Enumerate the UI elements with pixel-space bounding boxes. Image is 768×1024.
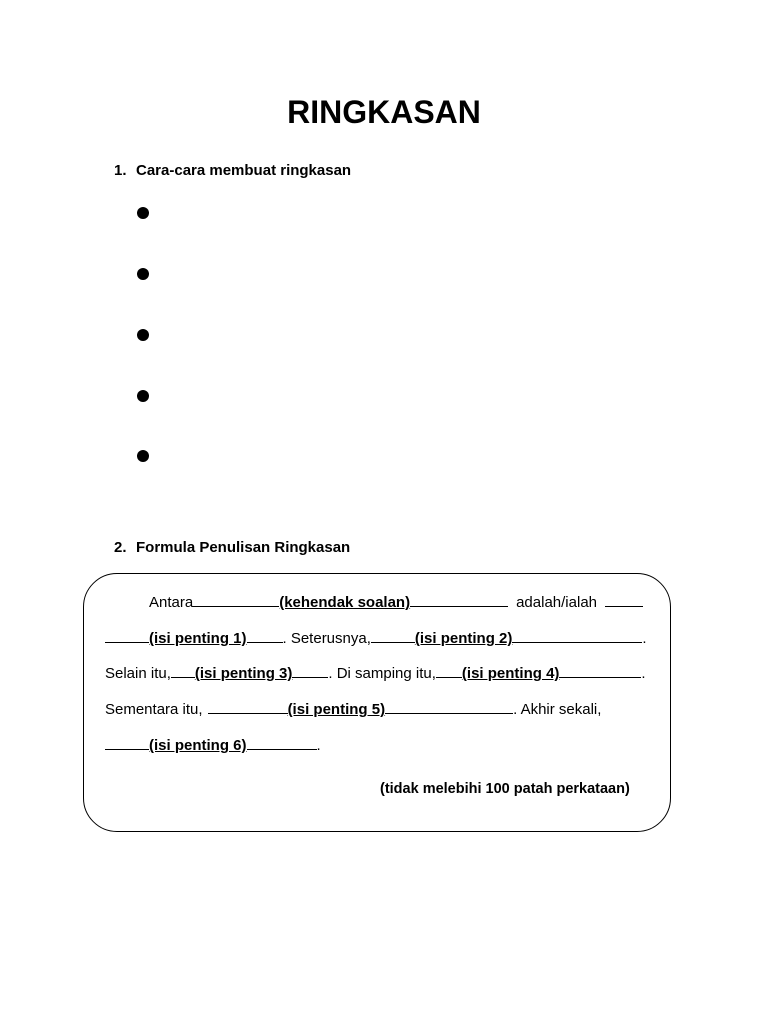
- formula-adalah: adalah/ialah: [516, 594, 597, 611]
- formula-isi-4: (isi penting 4): [461, 665, 560, 682]
- formula-line-1: [149, 590, 643, 613]
- formula-line-5: [105, 733, 321, 756]
- section-2-number: 2.: [114, 539, 127, 556]
- blank-line[interactable]: [193, 590, 279, 607]
- formula-isi-1: (isi penting 1): [149, 630, 247, 647]
- formula-isi-3: (isi penting 3): [194, 665, 293, 682]
- period: .: [641, 665, 646, 682]
- blank-line[interactable]: [247, 626, 283, 643]
- formula-isi-2: (isi penting 2): [414, 630, 513, 647]
- bullet-point: [137, 329, 149, 341]
- formula-line-3: [105, 661, 646, 684]
- formula-antara: Antara: [149, 594, 194, 611]
- blank-line[interactable]: [410, 590, 508, 607]
- blank-line[interactable]: [105, 733, 149, 750]
- blank-line[interactable]: [559, 661, 641, 678]
- blank-line[interactable]: [436, 661, 462, 678]
- blank-line[interactable]: [208, 697, 288, 714]
- period: .: [316, 737, 321, 754]
- blank-line[interactable]: [292, 661, 328, 678]
- period: .: [642, 630, 647, 647]
- formula-disamping: . Di samping itu,: [328, 665, 436, 682]
- formula-seterusnya: . Seterusnya,: [282, 630, 371, 647]
- formula-akhir: . Akhir sekali,: [513, 701, 602, 718]
- formula-line-4: [105, 697, 601, 720]
- blank-line[interactable]: [512, 626, 642, 643]
- bullet-point: [137, 450, 149, 462]
- bullet-point: [137, 390, 149, 402]
- blank-line[interactable]: [605, 590, 643, 607]
- formula-line-2: [105, 626, 647, 649]
- formula-sementara: Sementara itu,: [105, 701, 203, 718]
- section-1-number: 1.: [114, 162, 127, 179]
- section-1-heading: [114, 161, 351, 181]
- blank-line[interactable]: [105, 626, 149, 643]
- blank-line[interactable]: [385, 697, 513, 714]
- section-2-title: Formula Penulisan Ringkasan: [136, 539, 351, 556]
- bullet-point: [137, 207, 149, 219]
- formula-isi-6: (isi penting 6): [149, 737, 247, 754]
- bullet-point: [137, 268, 149, 280]
- blank-line[interactable]: [171, 661, 195, 678]
- formula-kehendak-soalan: (kehendak soalan): [279, 594, 411, 611]
- section-1-title: Cara-cara membuat ringkasan: [136, 162, 352, 179]
- section-2-heading: [114, 538, 350, 558]
- formula-selain: Selain itu,: [105, 665, 171, 682]
- blank-line[interactable]: [247, 733, 317, 750]
- blank-line[interactable]: [371, 626, 415, 643]
- page-title: RINGKASAN: [287, 94, 481, 130]
- formula-isi-5: (isi penting 5): [287, 701, 386, 718]
- word-limit-note: (tidak melebihi 100 patah perkataan): [380, 781, 630, 797]
